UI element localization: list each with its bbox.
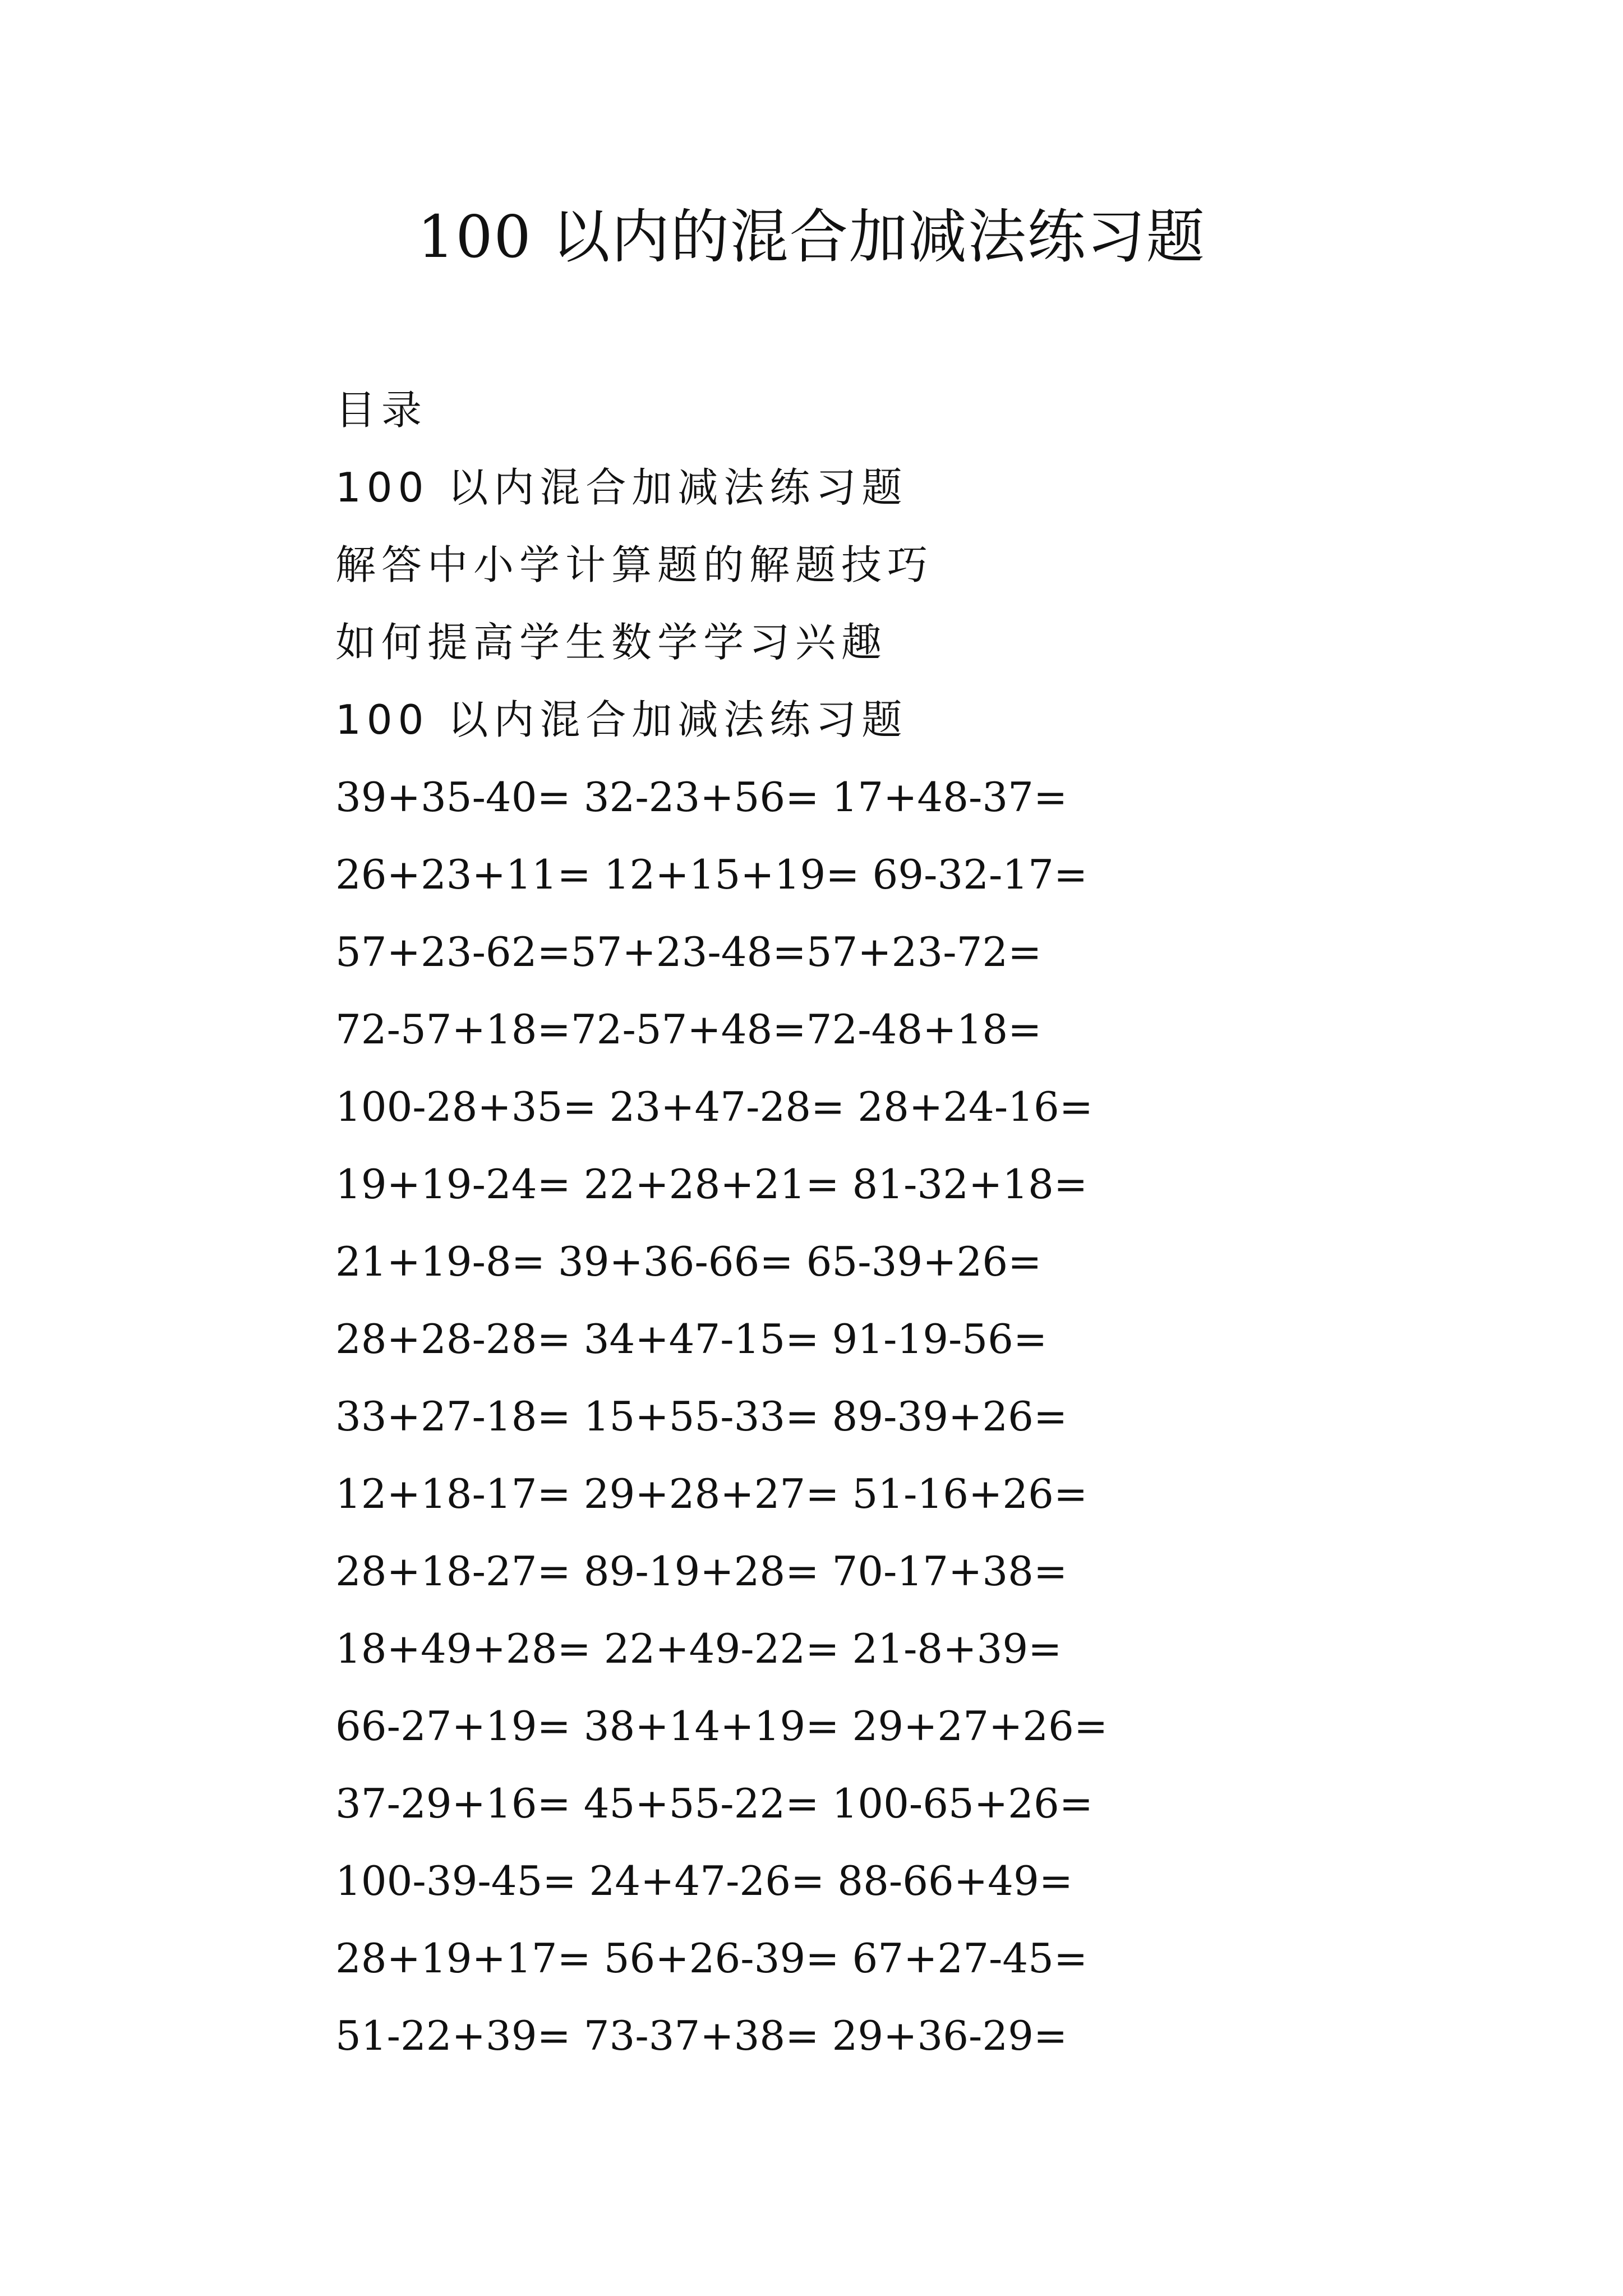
exercise-row: 37-29+16= 45+55-22= 100-65+26=: [335, 1780, 1094, 1827]
exercise-row: 28+19+17= 56+26-39= 67+27-45=: [335, 1935, 1088, 1982]
exercise-row: 19+19-24= 22+28+21= 81-32+18=: [335, 1161, 1088, 1208]
toc-item[interactable]: 100 以内混合加减法练习题: [335, 464, 908, 511]
exercise-row: 66-27+19= 38+14+19= 29+27+26=: [335, 1703, 1108, 1750]
exercise-row: 39+35-40= 32-23+56= 17+48-37=: [335, 774, 1068, 821]
exercise-row: 57+23-62=57+23-48=57+23-72=: [335, 928, 1042, 976]
exercise-row: 18+49+28= 22+49-22= 21-8+39=: [335, 1625, 1062, 1672]
exercise-row: 100-39-45= 24+47-26= 88-66+49=: [335, 1857, 1073, 1904]
exercise-row: 72-57+18=72-57+48=72-48+18=: [335, 1006, 1042, 1053]
toc-item[interactable]: 解答中小学计算题的解题技巧: [335, 541, 934, 588]
toc-item[interactable]: 如何提高学生数学学习兴趣: [335, 619, 888, 666]
exercise-row: 28+18-27= 89-19+28= 70-17+38=: [335, 1548, 1068, 1595]
exercise-row: 21+19-8= 39+36-66= 65-39+26=: [335, 1238, 1042, 1285]
exercise-row: 33+27-18= 15+55-33= 89-39+26=: [335, 1393, 1068, 1440]
document-title: 100 以内的混合加减法练习题: [417, 203, 1206, 271]
exercise-row: 51-22+39= 73-37+38= 29+36-29=: [335, 2012, 1068, 2059]
toc-heading: 目录: [335, 386, 428, 434]
exercise-row: 28+28-28= 34+47-15= 91-19-56=: [335, 1315, 1048, 1363]
exercise-row: 12+18-17= 29+28+27= 51-16+26=: [335, 1470, 1088, 1517]
section-heading: 100 以内混合加减法练习题: [335, 696, 908, 743]
exercise-row: 100-28+35= 23+47-28= 28+24-16=: [335, 1083, 1094, 1130]
exercise-row: 26+23+11= 12+15+19= 69-32-17=: [335, 851, 1088, 898]
document-body: [335, 371, 1513, 2074]
